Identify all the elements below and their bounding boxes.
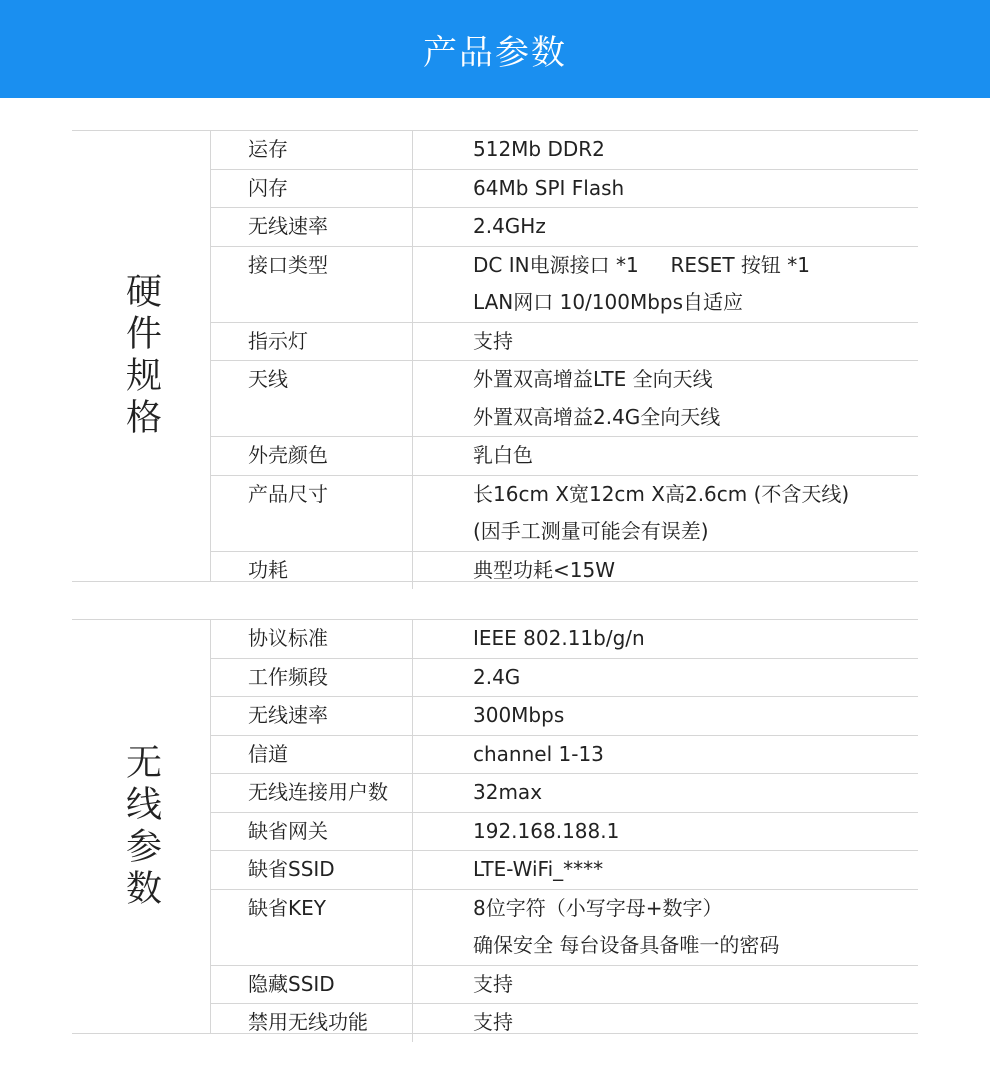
spec-value-line: 支持 <box>473 328 513 353</box>
wireless-rows <box>211 620 918 1042</box>
spec-value-line: 乳白色 <box>473 443 533 467</box>
spec-value <box>473 247 918 322</box>
spec-value-line: IEEE 802.11b/g/n <box>473 626 645 650</box>
hardware-spec-section <box>72 130 918 582</box>
spec-key: 功耗 <box>211 552 413 590</box>
spec-row <box>211 966 918 1005</box>
spec-key: 接口类型 <box>211 247 413 322</box>
spec-value <box>473 208 918 246</box>
spec-row <box>211 697 918 736</box>
spec-value-line: 支持 <box>473 971 513 996</box>
wireless-spec-section <box>72 619 918 1034</box>
spec-row <box>211 476 918 552</box>
spec-row <box>211 552 918 590</box>
spec-key: 缺省网关 <box>211 813 413 851</box>
spec-key: 缺省KEY <box>211 890 413 965</box>
spec-row <box>211 437 918 476</box>
spec-value <box>473 736 918 774</box>
spec-key: 运存 <box>211 131 413 169</box>
hardware-rows <box>211 131 918 589</box>
spec-key: 外壳颜色 <box>211 437 413 475</box>
spec-value <box>473 1004 918 1042</box>
spec-value-line: (因手工测量可能会有误差) <box>473 519 709 543</box>
spec-key: 闪存 <box>211 170 413 208</box>
spec-key: 工作频段 <box>211 659 413 697</box>
spec-value-line: LTE-WiFi_**** <box>473 857 604 881</box>
spec-row <box>211 659 918 698</box>
spec-key: 无线连接用户数 <box>211 774 413 812</box>
spec-row <box>211 774 918 813</box>
spec-row <box>211 851 918 890</box>
section-label-cell <box>72 131 211 581</box>
spec-value-line: 外置双高增益2.4G全向天线 <box>473 404 721 429</box>
spec-value <box>473 476 918 551</box>
spec-value <box>473 620 918 658</box>
spec-row <box>211 1004 918 1042</box>
spec-value <box>473 659 918 697</box>
spec-value <box>473 774 918 812</box>
spec-value <box>473 890 918 965</box>
spec-value <box>473 437 918 475</box>
spec-value-line: 8位字符（小写字母+数字） <box>473 895 723 920</box>
spec-row <box>211 323 918 362</box>
spec-row <box>211 620 918 659</box>
wireless-section-label: 无线参数 <box>120 742 162 911</box>
spec-row <box>211 813 918 852</box>
spec-key: 协议标准 <box>211 620 413 658</box>
section-label-cell <box>72 620 211 1033</box>
spec-value <box>473 170 918 208</box>
spec-row <box>211 361 918 437</box>
spec-row <box>211 736 918 775</box>
spec-value-line: 64Mb SPI Flash <box>473 175 625 200</box>
spec-key: 指示灯 <box>211 323 413 361</box>
spec-key: 信道 <box>211 736 413 774</box>
spec-value-line: 2.4GHz <box>473 214 546 238</box>
spec-value <box>473 851 918 889</box>
spec-value-line: 512Mb DDR2 <box>473 137 605 161</box>
spec-value-line: 长16cm X宽12cm X高2.6cm (不含天线) <box>473 481 850 506</box>
spec-row <box>211 208 918 247</box>
spec-value <box>473 966 918 1004</box>
spec-value <box>473 323 918 361</box>
spec-row <box>211 131 918 170</box>
spec-value-line: 确保安全 每台设备具备唯一的密码 <box>473 933 780 957</box>
spec-key: 缺省SSID <box>211 851 413 889</box>
spec-row <box>211 247 918 323</box>
spec-key: 产品尺寸 <box>211 476 413 551</box>
spec-value <box>473 697 918 735</box>
spec-value-line: channel 1-13 <box>473 741 604 766</box>
page-title: 产品参数 <box>423 32 567 73</box>
spec-row <box>211 890 918 966</box>
spec-value-line: 32max <box>473 780 543 804</box>
spec-value-line: LAN网口 10/100Mbps自适应 <box>473 290 744 314</box>
spec-key: 隐藏SSID <box>211 966 413 1004</box>
spec-key: 无线速率 <box>211 697 413 735</box>
spec-value-line: DC IN电源接口 *1 RESET 按钮 *1 <box>473 252 810 277</box>
spec-key: 天线 <box>211 361 413 436</box>
spec-value-line: 2.4G <box>473 664 521 689</box>
header-banner <box>0 0 990 98</box>
spec-key: 无线速率 <box>211 208 413 246</box>
spec-value <box>473 813 918 851</box>
spec-value-line: 300Mbps <box>473 703 565 727</box>
spec-key: 禁用无线功能 <box>211 1004 413 1042</box>
hardware-section-label: 硬件规格 <box>120 272 162 440</box>
spec-value-line: 外置双高增益LTE 全向天线 <box>473 367 713 391</box>
spec-value-line: 192.168.188.1 <box>473 818 620 843</box>
spec-value-line: 典型功耗<15W <box>473 557 615 582</box>
spec-value <box>473 131 918 169</box>
spec-value <box>473 361 918 436</box>
spec-row <box>211 170 918 209</box>
spec-value <box>473 552 918 590</box>
spec-value-line: 支持 <box>473 1010 513 1034</box>
